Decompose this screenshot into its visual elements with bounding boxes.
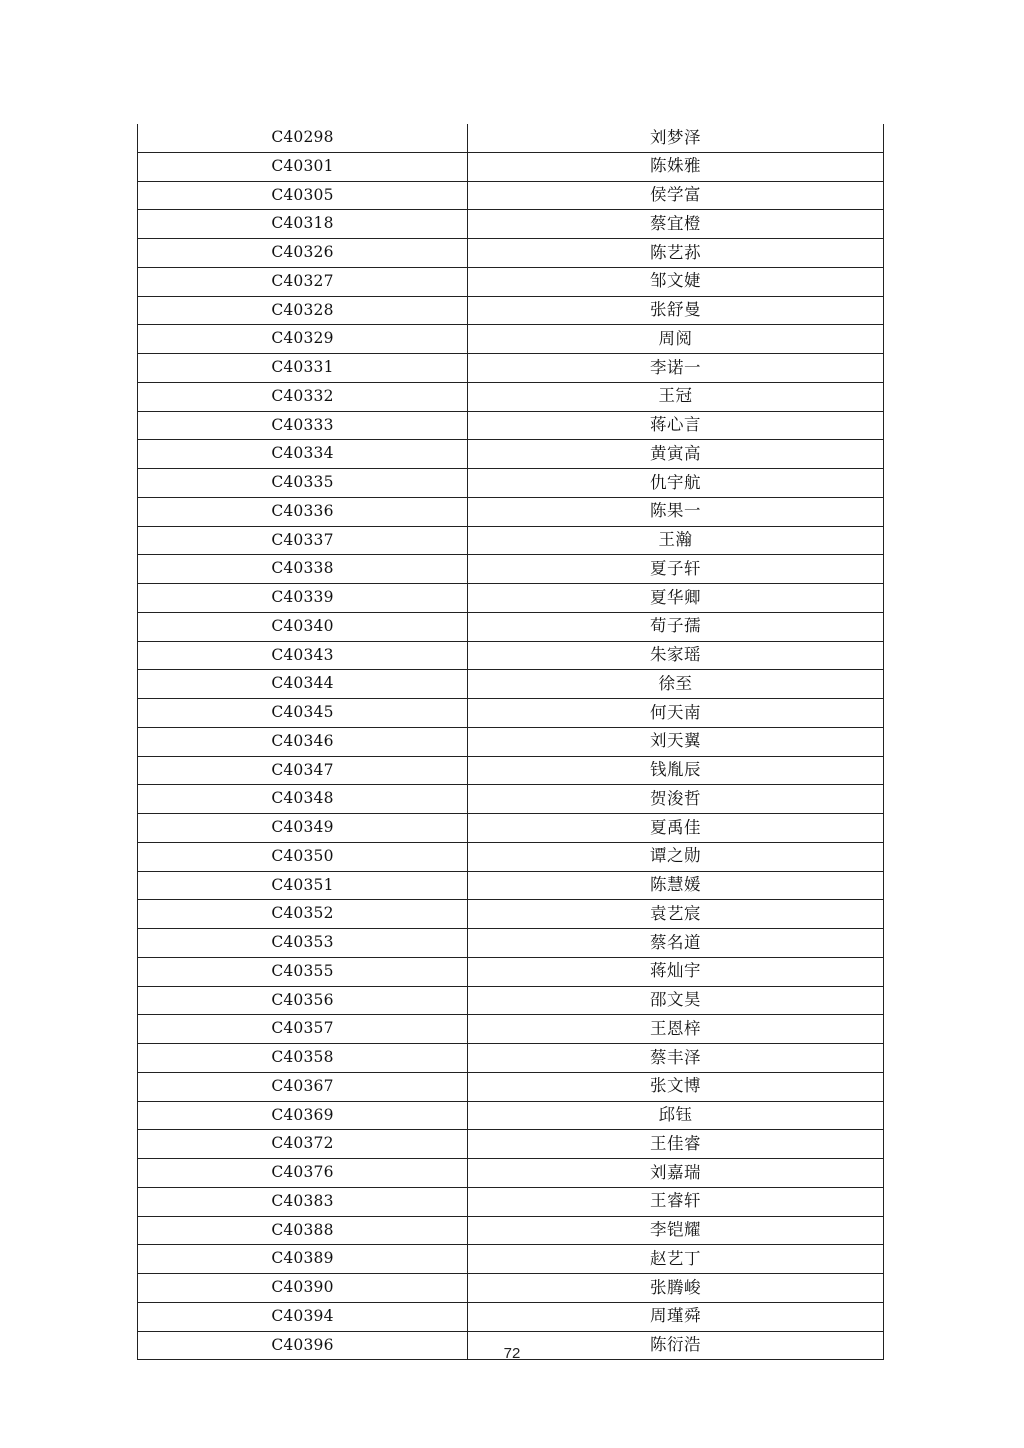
student-name-cell: 陈衍浩	[468, 1331, 884, 1360]
student-id-cell: C40345	[138, 699, 468, 728]
table-row	[138, 756, 884, 785]
table-row	[138, 1015, 884, 1044]
student-name-cell: 李诺一	[468, 354, 884, 383]
student-id-cell: C40327	[138, 267, 468, 296]
student-name-cell: 王睿轩	[468, 1187, 884, 1216]
student-id-cell: C40389	[138, 1245, 468, 1274]
table-row	[138, 785, 884, 814]
table-row	[138, 957, 884, 986]
table-row	[138, 239, 884, 268]
student-id-cell: C40356	[138, 986, 468, 1015]
roster-table-body	[138, 124, 884, 1360]
table-row	[138, 411, 884, 440]
student-name-cell: 蒋心言	[468, 411, 884, 440]
table-row	[138, 641, 884, 670]
student-id-cell: C40390	[138, 1274, 468, 1303]
student-id-cell: C40355	[138, 957, 468, 986]
student-id-cell: C40352	[138, 900, 468, 929]
student-name-cell: 李铠耀	[468, 1216, 884, 1245]
student-id-cell: C40394	[138, 1302, 468, 1331]
table-row	[138, 727, 884, 756]
table-row	[138, 1101, 884, 1130]
table-row	[138, 584, 884, 613]
table-row	[138, 267, 884, 296]
student-name-cell: 谭之勋	[468, 842, 884, 871]
student-name-cell: 贺浚哲	[468, 785, 884, 814]
student-id-cell: C40367	[138, 1072, 468, 1101]
student-id-cell: C40388	[138, 1216, 468, 1245]
student-name-cell: 仇宇航	[468, 469, 884, 498]
student-name-cell: 周瑾舜	[468, 1302, 884, 1331]
student-id-cell: C40383	[138, 1187, 468, 1216]
table-row	[138, 1130, 884, 1159]
roster-table	[137, 124, 884, 1360]
student-name-cell: 王冠	[468, 382, 884, 411]
table-row	[138, 699, 884, 728]
student-id-cell: C40349	[138, 814, 468, 843]
student-id-cell: C40344	[138, 670, 468, 699]
student-name-cell: 张文博	[468, 1072, 884, 1101]
student-id-cell: C40336	[138, 497, 468, 526]
student-name-cell: 蒋灿宇	[468, 957, 884, 986]
student-id-cell: C40338	[138, 555, 468, 584]
student-id-cell: C40347	[138, 756, 468, 785]
student-name-cell: 黄寅高	[468, 440, 884, 469]
student-name-cell: 张腾峻	[468, 1274, 884, 1303]
student-id-cell: C40332	[138, 382, 468, 411]
student-name-cell: 陈姝雅	[468, 152, 884, 181]
table-row	[138, 1274, 884, 1303]
student-id-cell: C40339	[138, 584, 468, 613]
table-row	[138, 526, 884, 555]
table-row	[138, 152, 884, 181]
student-name-cell: 刘天翼	[468, 727, 884, 756]
student-id-cell: C40353	[138, 929, 468, 958]
student-id-cell: C40351	[138, 871, 468, 900]
student-id-cell: C40357	[138, 1015, 468, 1044]
student-id-cell: C40331	[138, 354, 468, 383]
student-name-cell: 王恩梓	[468, 1015, 884, 1044]
student-name-cell: 侯学富	[468, 181, 884, 210]
student-name-cell: 赵艺丁	[468, 1245, 884, 1274]
table-row	[138, 814, 884, 843]
student-name-cell: 邵文昊	[468, 986, 884, 1015]
table-row	[138, 1072, 884, 1101]
table-row	[138, 670, 884, 699]
student-id-cell: C40372	[138, 1130, 468, 1159]
student-id-cell: C40346	[138, 727, 468, 756]
student-id-cell: C40350	[138, 842, 468, 871]
table-row	[138, 929, 884, 958]
table-row	[138, 497, 884, 526]
table-row	[138, 986, 884, 1015]
student-id-cell: C40337	[138, 526, 468, 555]
student-id-cell: C40333	[138, 411, 468, 440]
student-name-cell: 蔡宜橙	[468, 210, 884, 239]
student-name-cell: 夏子轩	[468, 555, 884, 584]
table-row	[138, 1245, 884, 1274]
student-name-cell: 王佳睿	[468, 1130, 884, 1159]
student-id-cell: C40298	[138, 124, 468, 152]
table-row	[138, 1302, 884, 1331]
student-name-cell: 王瀚	[468, 526, 884, 555]
student-id-cell: C40301	[138, 152, 468, 181]
student-name-cell: 陈慧媛	[468, 871, 884, 900]
student-name-cell: 袁艺宸	[468, 900, 884, 929]
table-row	[138, 871, 884, 900]
student-name-cell: 钱胤辰	[468, 756, 884, 785]
table-row	[138, 181, 884, 210]
table-row	[138, 1187, 884, 1216]
table-row	[138, 124, 884, 152]
table-row	[138, 612, 884, 641]
student-name-cell: 刘嘉瑞	[468, 1159, 884, 1188]
table-row	[138, 354, 884, 383]
student-name-cell: 徐至	[468, 670, 884, 699]
student-name-cell: 荀子孺	[468, 612, 884, 641]
table-row	[138, 1216, 884, 1245]
student-id-cell: C40343	[138, 641, 468, 670]
student-name-cell: 周阅	[468, 325, 884, 354]
student-id-cell: C40329	[138, 325, 468, 354]
student-name-cell: 朱家瑶	[468, 641, 884, 670]
student-id-cell: C40305	[138, 181, 468, 210]
student-id-cell: C40340	[138, 612, 468, 641]
student-name-cell: 何天南	[468, 699, 884, 728]
student-name-cell: 张舒曼	[468, 296, 884, 325]
student-id-cell: C40334	[138, 440, 468, 469]
student-id-cell: C40396	[138, 1331, 468, 1360]
student-id-cell: C40358	[138, 1044, 468, 1073]
student-name-cell: 夏华卿	[468, 584, 884, 613]
student-name-cell: 邱钰	[468, 1101, 884, 1130]
table-row	[138, 555, 884, 584]
student-id-cell: C40348	[138, 785, 468, 814]
table-row	[138, 382, 884, 411]
student-name-cell: 夏禹佳	[468, 814, 884, 843]
student-name-cell: 陈艺荪	[468, 239, 884, 268]
table-row	[138, 440, 884, 469]
table-row	[138, 842, 884, 871]
table-row	[138, 210, 884, 239]
student-name-cell: 邹文婕	[468, 267, 884, 296]
table-row	[138, 325, 884, 354]
table-row	[138, 900, 884, 929]
student-id-cell: C40326	[138, 239, 468, 268]
student-id-cell: C40318	[138, 210, 468, 239]
table-row	[138, 1159, 884, 1188]
student-name-cell: 刘梦泽	[468, 124, 884, 152]
student-id-cell: C40369	[138, 1101, 468, 1130]
table-row	[138, 1044, 884, 1073]
student-id-cell: C40376	[138, 1159, 468, 1188]
table-row	[138, 469, 884, 498]
student-name-cell: 蔡名道	[468, 929, 884, 958]
table-row	[138, 296, 884, 325]
student-id-cell: C40328	[138, 296, 468, 325]
student-name-cell: 蔡丰泽	[468, 1044, 884, 1073]
student-name-cell: 陈果一	[468, 497, 884, 526]
student-id-cell: C40335	[138, 469, 468, 498]
page-number: 72	[503, 1345, 521, 1362]
